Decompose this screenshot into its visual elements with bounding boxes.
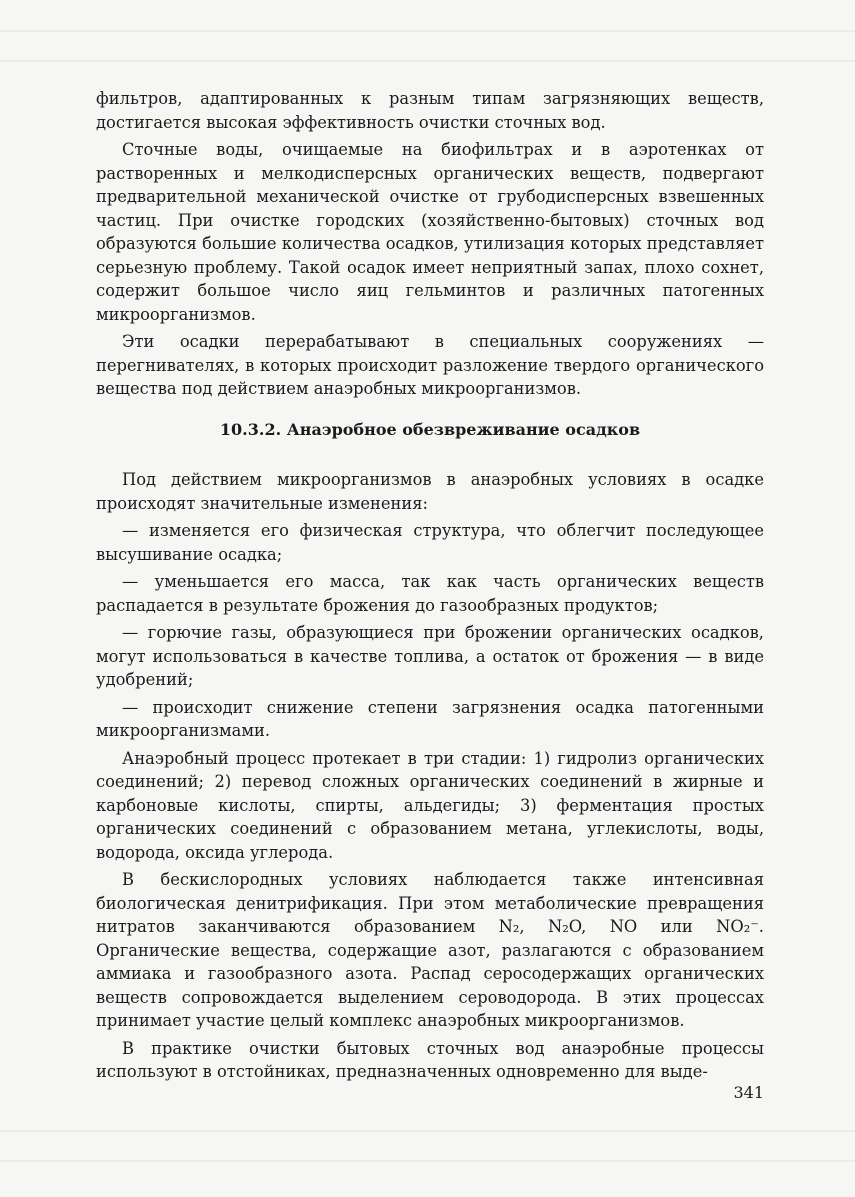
scan-artifact xyxy=(0,30,855,32)
page-number: 341 xyxy=(733,1083,764,1102)
list-item: — изменяется его физическая структура, что облегчит последующее высушивание осадка; xyxy=(96,521,764,564)
paragraph: Под действием микроорганизмов в анаэробных условиях в осадке происходят значительные изменения: xyxy=(96,470,764,513)
paragraph: В бескислородных условиях наблюдается также интенсивная биологическая денитрификация. При этом метаболические превращения нитратов заканчиваются образованием N₂, N₂O, NO или NO₂⁻. Органические вещества, содержащие азот, разлагаются с образованием аммиака и газообразного азота. Распад серосодержащих органических веществ сопровождается выделением сероводорода. В этих процессах принимает участие целый комплекс анаэробных микроорганизмов. xyxy=(96,870,764,1030)
scan-artifact xyxy=(0,1130,855,1132)
paragraph: Анаэробный процесс протекает в три стадии: 1) гидролиз органических соединений; 2) перевод сложных органических соединений в жирные и карбоновые кислоты, спирты, альдегиды; 3) ферментация простых органических соединений с образованием метана, углекислоты, воды, водорода, оксида углерода. xyxy=(96,748,764,862)
section-text-block xyxy=(96,468,764,1084)
list-item: — горючие газы, образующиеся при брожении органических осадков, могут использоваться в качестве топлива, а остаток от брожения — в виде удобрений; xyxy=(96,623,764,689)
scan-artifact xyxy=(0,1160,855,1162)
list-item: — происходит снижение степени загрязнения осадка патогенными микроорганизмами. xyxy=(96,697,764,740)
paragraph: Сточные воды, очищаемые на биофильтрах и в аэротенках от растворенных и мелкодисперсных органических веществ, подвергают предварительной механической очистке от грубодисперсных взвешенных частиц. При очистке городских (хозяйственно-бытовых) сточных вод образуются большие количества осадков, утилизация которых представляет серьезную проблему. Такой осадок имеет неприятный запах, плохо сохнет, содержит большое число яиц гельминтов и различных патогенных микроорганизмов. xyxy=(96,140,764,324)
paragraph: фильтров, адаптированных к разным типам загрязняющих веществ, достигается высокая эффективность очистки сточных вод. xyxy=(96,89,764,132)
top-text-block xyxy=(96,87,764,401)
section-heading: 10.3.2. Анаэробное обезвреживание осадков xyxy=(219,420,641,439)
paragraph: В практике очистки бытовых сточных вод анаэробные процессы используют в отстойниках, предназначенных одновременно для выде- xyxy=(96,1038,764,1081)
list-item: — уменьшается его масса, так как часть органических веществ распадается в результате брожения до газообразных продуктов; xyxy=(96,572,764,615)
scan-artifact xyxy=(0,60,855,62)
paragraph: Эти осадки перерабатывают в специальных сооружениях — перегнивателях, в которых происходит разложение твердого органического вещества под действием анаэробных микроорганизмов. xyxy=(96,332,764,398)
